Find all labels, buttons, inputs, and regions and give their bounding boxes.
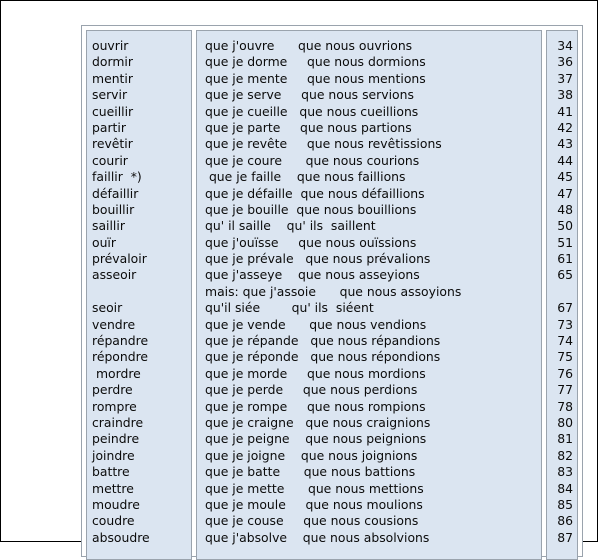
verb-cell: courir [92,152,128,168]
verb-cell: rompre [92,398,137,414]
subjunctive-cell: qu' il saille qu' ils saillent [205,218,376,234]
number-cell: 85 [557,496,573,512]
verb-cell: mettre [92,480,134,496]
verb-cell: répondre [92,349,149,365]
subjunctive-cell: mais: que j'assoie que nous assoyions [205,283,462,299]
verb-list [87,31,191,546]
verb-cell: absoudre [92,529,150,545]
subjunctive-cell: que je défaille que nous défaillions [205,185,425,201]
number-cell: 38 [557,87,573,103]
number-cell: 45 [557,169,573,185]
subjunctive-cell: que je joigne que nous joignions [205,447,418,463]
verb-cell: ouvrir [92,38,129,53]
verb-cell: saillir [92,218,125,234]
subjunctive-cell: que j'ouïsse que nous ouïssions [205,234,417,250]
verb-cell: faillir *) [92,169,142,185]
subjunctive-cell: que je perde que nous perdions [205,382,418,398]
subjunctive-cell: que je couse que nous cousions [205,513,419,529]
verb-cell: prévaloir [92,251,147,267]
conjugation-table [81,25,583,557]
number-cell: 86 [557,513,573,529]
number-cell: 83 [557,464,573,480]
number-cell: 78 [557,398,573,414]
subjunctive-cell: que je peigne que nous peignions [205,431,427,447]
number-list [547,31,577,546]
subjunctive-cell: que j'absolve que nous absolvions [205,529,430,545]
subjunctive-cell: que je vende que nous vendions [205,316,427,332]
number-cell: 42 [557,119,573,135]
subjunctive-cell: que je dorme que nous dormions [205,54,426,70]
number-cell: 80 [557,414,573,430]
subjunctive-cell: que je rompe que nous rompions [205,398,426,414]
verb-cell: vendre [92,316,136,332]
verb-cell: mordre [92,365,141,381]
number-cell: 67 [557,300,573,316]
verb-cell: partir [92,119,126,135]
subjunctive-cell: que je faille que nous faillions [205,169,406,185]
subjunctive-cell: que je cueille que nous cueillions [205,103,419,119]
verb-cell: seoir [92,300,123,316]
number-cell: 84 [557,480,573,496]
verb-cell: coudre [92,513,135,529]
number-cell: 47 [557,185,573,201]
verb-cell: dormir [92,54,133,70]
verb-cell: perdre [92,382,133,398]
verb-column [86,30,192,560]
verb-cell: mentir [92,70,133,86]
subjunctive-cell: que je bouille que nous bouillions [205,201,417,217]
subjunctive-cell: que je craigne que nous craignions [205,414,431,430]
subjunctive-cell: que je mette que nous mettions [205,480,424,496]
number-cell: 43 [557,136,573,152]
subjunctive-cell: que je réponde que nous répondions [205,349,441,365]
subjunctive-cell: que je parte que nous partions [205,119,412,135]
number-cell: 77 [557,382,573,398]
verb-cell: moudre [92,496,140,512]
subjunctive-cell: que je moule que nous moulions [205,496,423,512]
verb-cell: joindre [92,447,135,463]
subjunctive-cell: que je morde que nous mordions [205,365,426,381]
number-cell: 75 [557,349,573,365]
number-cell: 51 [557,234,573,250]
number-cell: 41 [557,103,573,119]
number-cell [547,284,577,300]
verb-cell: battre [92,464,130,480]
subjunctive-cell: que je batte que nous battions [205,464,416,480]
number-cell: 36 [557,54,573,70]
number-cell: 87 [557,529,573,545]
number-cell: 61 [557,251,573,267]
number-cell: 44 [557,152,573,168]
number-cell: 48 [557,201,573,217]
number-cell: 65 [557,267,573,283]
verb-cell: revêtir [92,136,133,152]
verb-cell: craindre [92,414,144,430]
subjunctive-column [196,30,542,560]
subjunctive-cell: que je serve que nous servions [205,87,414,103]
verb-cell: servir [92,87,128,103]
number-cell: 81 [557,431,573,447]
verb-cell: répandre [92,333,149,349]
number-cell: 50 [557,218,573,234]
number-cell: 76 [557,365,573,381]
number-cell: 73 [557,316,573,332]
number-cell: 34 [557,38,573,53]
number-cell: 82 [557,447,573,463]
verb-cell: ouïr [92,234,116,250]
verb-cell: cueillir [92,103,134,119]
subjunctive-cell: que je prévale que nous prévalions [205,251,431,267]
verb-cell: bouillir [92,201,135,217]
subjunctive-cell: que je coure que nous courions [205,152,420,168]
number-column [546,30,578,560]
subjunctive-cell: que je répande que nous répandions [205,333,441,349]
number-cell: 37 [557,70,573,86]
verb-cell: asseoir [92,267,137,283]
subjunctive-cell: que j'ouvre que nous ouvrions [205,38,413,53]
subjunctive-list [197,31,541,546]
subjunctive-cell: que j'asseye que nous asseyions [205,267,420,283]
verb-cell: peindre [92,431,140,447]
subjunctive-cell: que je mente que nous mentions [205,70,426,86]
number-cell: 74 [557,333,573,349]
subjunctive-cell: qu'il siée qu' ils siéent [205,300,374,316]
verb-cell: défaillir [92,185,139,201]
verb-cell [87,284,191,300]
subjunctive-cell: que je revête que nous revêtissions [205,136,442,152]
